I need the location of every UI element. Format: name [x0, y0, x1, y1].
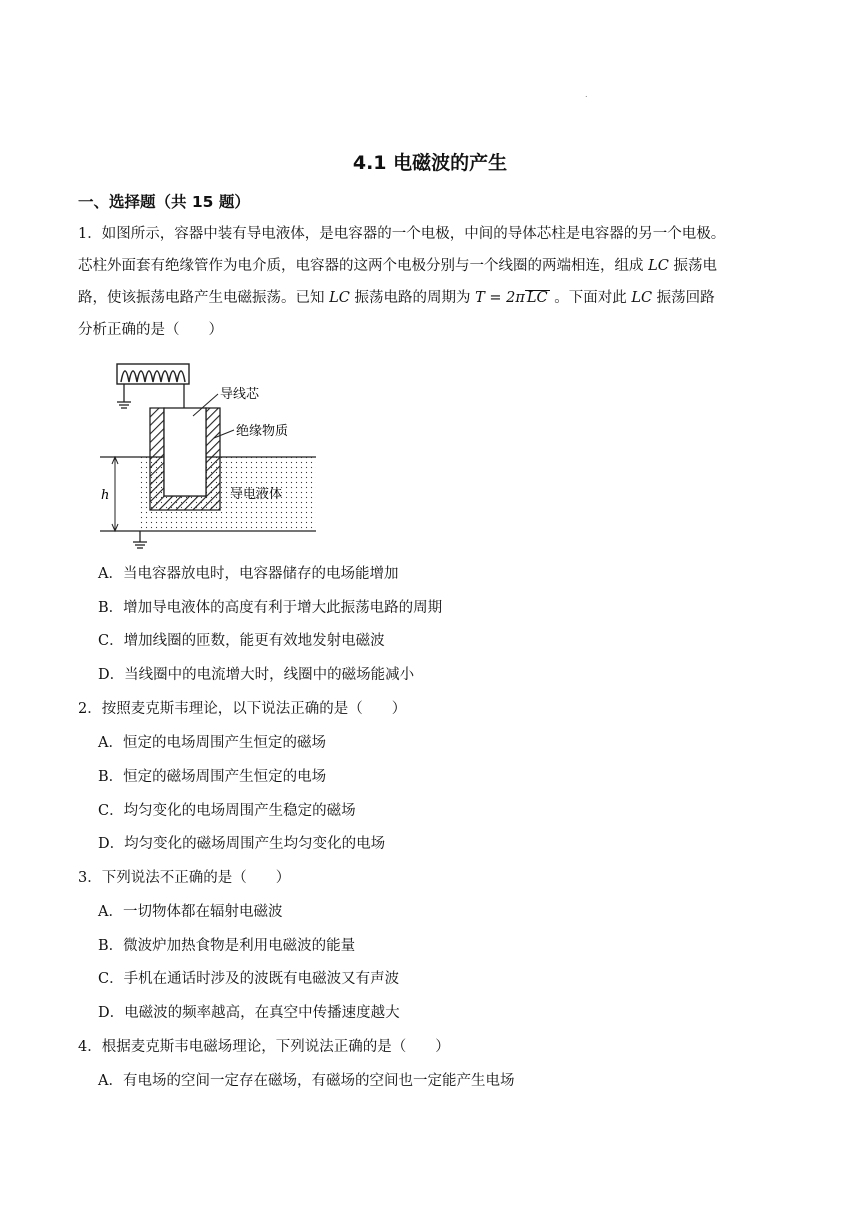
conductor-core [164, 408, 206, 496]
q4-option-a: A．有电场的空间一定存在磁场，有磁场的空间也一定能产生电场 [98, 1073, 515, 1089]
q3-option-b: B．微波炉加热食物是利用电磁波的能量 [98, 938, 356, 954]
ground-icon-bottom [133, 542, 147, 548]
q1-line-2-text: 芯柱外面套有绝缘管作为电介质，电容器的这两个电极分别与一个线圈的两端相连，组成 [78, 258, 644, 274]
period-formula-root: LC [526, 290, 548, 306]
question-1-stem [78, 218, 784, 346]
label-liquid: 导电液体 [230, 487, 283, 502]
q3-option-d: D．电磁波的频率越高，在真空中传播速度越大 [98, 1005, 400, 1021]
question-3-stem: 3．下列说法不正确的是（ ） [78, 870, 291, 886]
lc-symbol: LC [329, 290, 350, 306]
q1-option-b: B．增加导电液体的高度有利于增大此振荡电路的周期 [98, 600, 443, 616]
q1-line-3 [78, 282, 784, 314]
label-insulator: 绝缘物质 [236, 424, 289, 439]
q2-option-b: B．恒定的磁场周围产生恒定的电场 [98, 769, 327, 785]
coil-icon [117, 364, 189, 384]
q1-line-2 [78, 250, 784, 282]
period-formula: T = 2π [475, 290, 525, 306]
q2-option-d: D．均匀变化的磁场周围产生均匀变化的电场 [98, 836, 386, 852]
q1-option-a: A．当电容器放电时，电容器储存的电场能增加 [98, 566, 399, 582]
q3-option-a: A．一切物体都在辐射电磁波 [98, 904, 283, 920]
lc-symbol: LC [648, 258, 669, 274]
q1-line-3-end: 振荡回路 [656, 290, 715, 306]
header-dot: . [585, 90, 588, 99]
label-core: 导线芯 [220, 387, 260, 402]
q2-option-c: C．均匀变化的电场周围产生稳定的磁场 [98, 803, 356, 819]
question-4-stem: 4．根据麦克斯韦电磁场理论，下列说法正确的是（ ） [78, 1039, 450, 1055]
lc-symbol: LC [631, 290, 653, 306]
q3-option-c: C．手机在通话时涉及的波既有电磁波又有声波 [98, 971, 400, 987]
q1-line-1: 1．如图所示，容器中装有导电液体，是电容器的一个电极，中间的导体芯柱是电容器的另一个电极。 [78, 226, 726, 242]
label-h: h [101, 488, 110, 503]
q1-option-c: C．增加线圈的匝数，能更有效地发射电磁波 [98, 633, 385, 649]
q1-line-4: 分析正确的是（ ） [78, 322, 223, 338]
q2-option-a: A．恒定的电场周围产生恒定的磁场 [98, 735, 326, 751]
question-2-stem: 2．按照麦克斯韦理论，以下说法正确的是（ ） [78, 701, 407, 717]
ground-icon-top [117, 402, 131, 408]
q1-line-2-tail: 振荡电 [673, 258, 717, 274]
q1-option-d: D．当线圈中的电流增大时，线圈中的磁场能减小 [98, 667, 415, 683]
capacitor-figure [100, 356, 330, 552]
q1-line-3-mid: 振荡电路的周期为 [354, 290, 471, 306]
q1-line-3-tail: 。下面对此 [554, 290, 627, 306]
page-title: 4.1 电磁波的产生 [352, 152, 508, 174]
q1-line-3-text: 路，使该振荡电路产生电磁振荡。已知 [78, 290, 325, 306]
section-heading: 一、选择题（共 15 题） [78, 193, 250, 211]
